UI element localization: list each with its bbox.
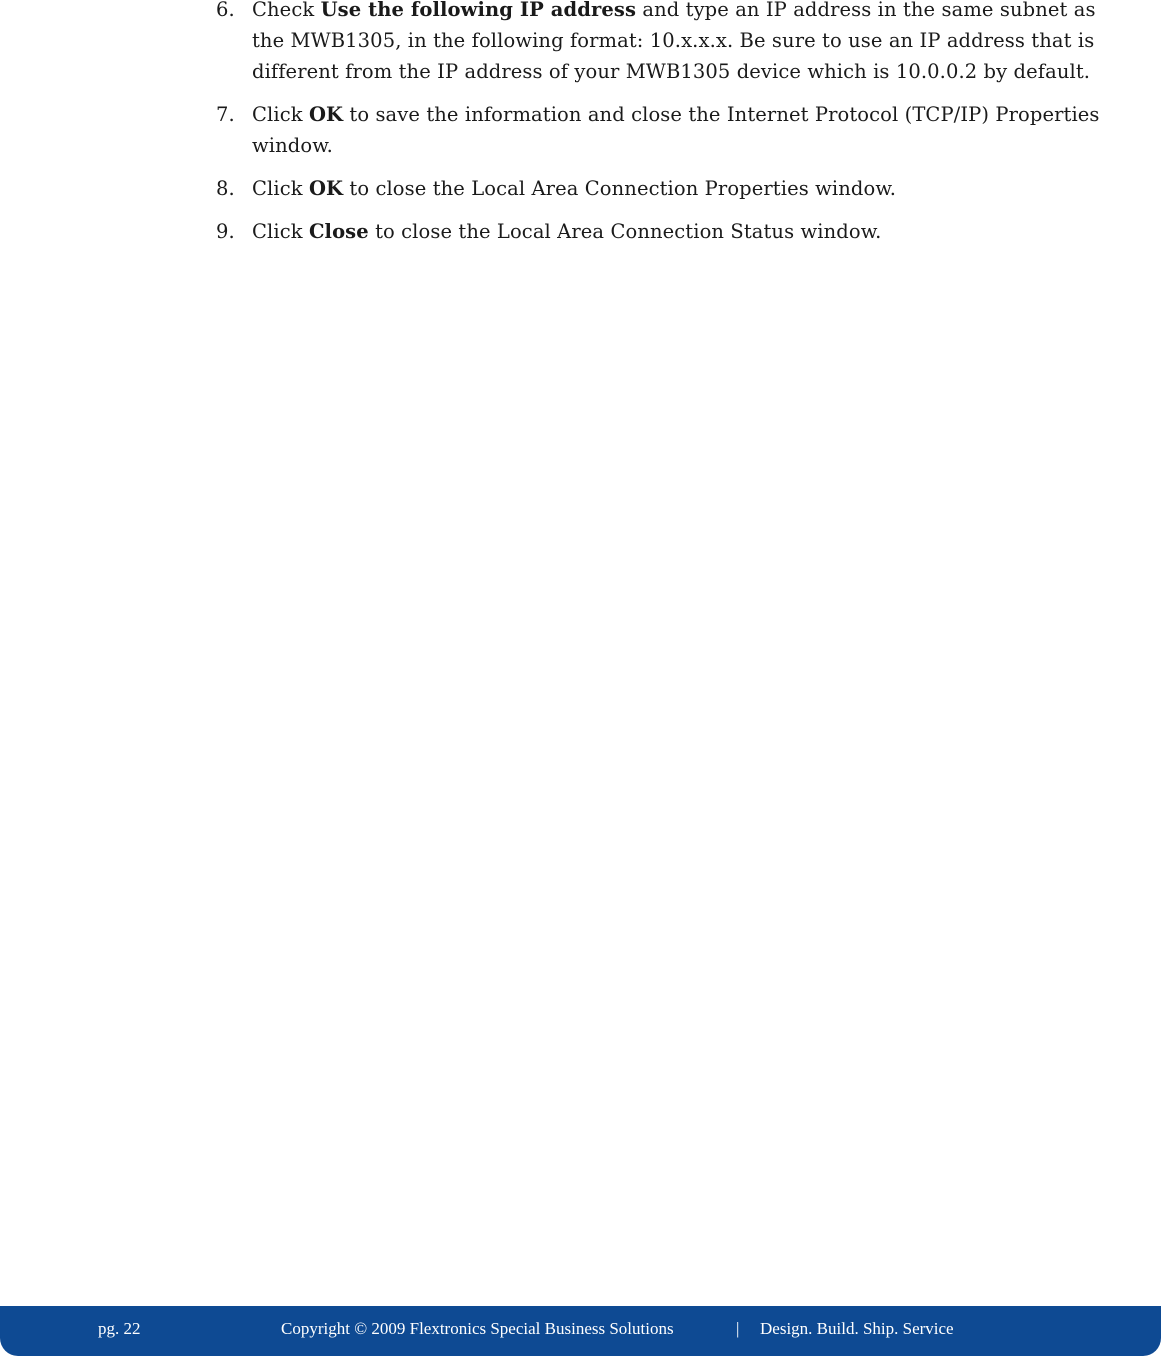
step-text: Click Close to close the Local Area Connection Status window. [252, 220, 882, 243]
step-number: 7. [216, 103, 235, 126]
step-item [216, 99, 1126, 161]
page-footer [0, 1306, 1161, 1356]
step-text: Click OK to close the Local Area Connection Properties window. [252, 177, 897, 200]
instruction-steps [216, 0, 1126, 259]
step-item [216, 0, 1126, 87]
step-item [216, 216, 1126, 247]
step-number: 6. [216, 0, 235, 21]
step-text: Check Use the following IP address and type an IP address in the same subnet as the MWB1305, in the following format: 10.x.x.x. Be sure to use an IP address that is different from the IP address of your MWB1305 device which is 10.0.0.2 by default. [252, 0, 1096, 83]
copyright-notice: Copyright © 2009 Flextronics Special Business Solutions [281, 1319, 674, 1338]
step-number: 9. [216, 220, 235, 243]
step-keyword: Use the following IP address [320, 0, 637, 21]
page-number: pg. 22 [98, 1319, 141, 1338]
footer-separator: | [736, 1319, 740, 1338]
footer-tagline: Design. Build. Ship. Service [760, 1319, 954, 1338]
step-keyword: OK [308, 177, 344, 200]
step-text: Click OK to save the information and close the Internet Protocol (TCP/IP) Properties window. [252, 103, 1100, 157]
step-keyword: OK [308, 103, 344, 126]
step-number: 8. [216, 177, 235, 200]
step-item [216, 173, 1126, 204]
step-keyword: Close [308, 220, 369, 243]
